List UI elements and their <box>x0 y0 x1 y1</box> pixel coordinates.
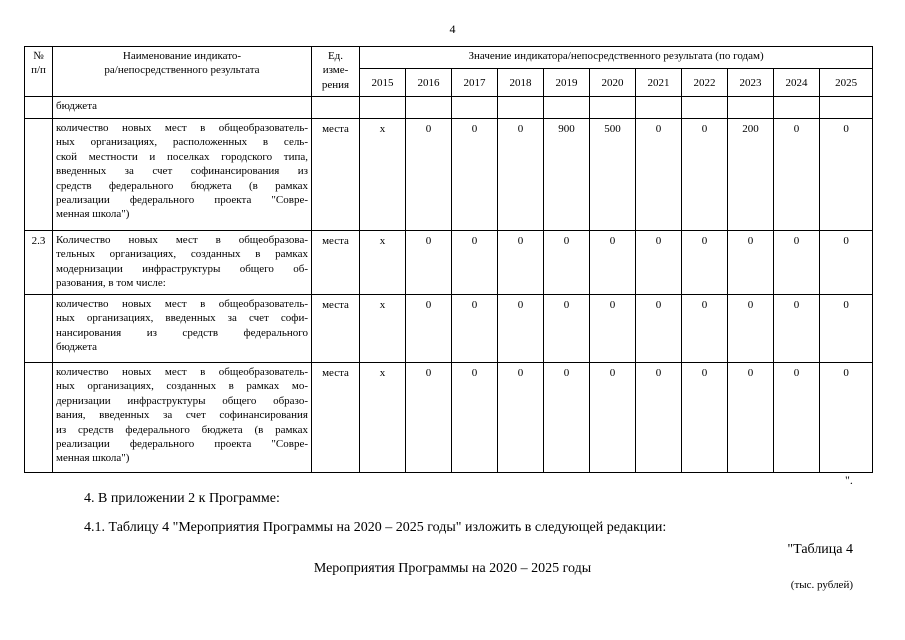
row-value: 0 <box>452 119 498 231</box>
row-unit: места <box>312 119 360 231</box>
row-value <box>590 97 636 119</box>
row-unit: места <box>312 231 360 295</box>
row-name-line: дернизации инфраструктуры общего образо- <box>56 394 308 407</box>
row-name-line: модернизации инфраструктуры общего об- <box>56 262 308 275</box>
row-value: 0 <box>406 119 452 231</box>
events-title: Мероприятия Программы на 2020 – 2025 годы <box>313 561 592 576</box>
row-value: 0 <box>820 119 873 231</box>
row-value: 0 <box>636 119 682 231</box>
table-row <box>25 97 873 119</box>
row-number <box>25 295 53 363</box>
row-name-line: количество новых мест в общеобразователь- <box>56 122 308 134</box>
row-value <box>774 97 820 119</box>
row-unit <box>312 97 360 119</box>
row-value: 0 <box>728 295 774 363</box>
row-name-line: из средств федерального бюджета (в рамках <box>56 423 308 436</box>
row-number <box>25 97 53 119</box>
table-row <box>25 295 873 363</box>
row-value: 0 <box>590 295 636 363</box>
row-value: 0 <box>498 119 544 231</box>
row-name <box>53 119 312 231</box>
row-number <box>25 363 53 473</box>
header-unit-line: Ед. <box>327 50 344 62</box>
row-name-line: Количество новых мест в общеобразова- <box>56 234 308 246</box>
row-name-line: средств федерального бюджета (в рамках <box>56 179 308 192</box>
header-name-line: ра/непосредственного результата <box>104 64 260 77</box>
row-value: 0 <box>774 119 820 231</box>
row-name <box>53 295 312 363</box>
header-unit <box>312 47 360 97</box>
row-name-line: вания, введенных за счет софинансирования <box>56 409 308 422</box>
header-year: 2021 <box>636 69 682 97</box>
row-name-line: ской местности и поселках городского типа, <box>56 150 308 163</box>
row-name-line: менная школа") <box>56 452 130 465</box>
row-value: 0 <box>590 363 636 473</box>
row-name-line: тельных организациях, созданных в рамках <box>56 248 308 261</box>
row-name-line: бюджета <box>56 100 98 112</box>
row-name-line: ных организациях, созданных в рамках мо- <box>56 380 308 393</box>
table-row <box>25 119 873 231</box>
row-value: 0 <box>544 363 590 473</box>
header-num-line: № <box>33 50 44 62</box>
header-year: 2019 <box>544 69 590 97</box>
row-value: 0 <box>452 363 498 473</box>
row-unit: места <box>312 363 360 473</box>
row-value: 900 <box>544 119 590 231</box>
row-name-line: количество новых мест в общеобразователь- <box>56 366 308 378</box>
units-note: (тыс. рублей) <box>790 579 853 591</box>
row-value <box>452 97 498 119</box>
row-name <box>53 363 312 473</box>
row-value <box>406 97 452 119</box>
page-number: 4 <box>449 22 456 36</box>
row-value: 0 <box>406 231 452 295</box>
row-number: 2.3 <box>25 231 53 295</box>
row-value: 0 <box>498 363 544 473</box>
row-value <box>682 97 728 119</box>
indicator-table <box>24 46 873 473</box>
row-value: 0 <box>820 295 873 363</box>
row-value: 0 <box>636 295 682 363</box>
header-num <box>25 47 53 97</box>
row-value <box>544 97 590 119</box>
row-value: 0 <box>406 295 452 363</box>
row-value: 0 <box>636 231 682 295</box>
row-value: 0 <box>820 231 873 295</box>
row-value <box>820 97 873 119</box>
row-unit: места <box>312 295 360 363</box>
row-value <box>498 97 544 119</box>
row-value: 0 <box>636 363 682 473</box>
row-value: 0 <box>498 231 544 295</box>
row-value: 0 <box>728 231 774 295</box>
closing-quote: ". <box>845 473 853 487</box>
row-value: 0 <box>682 363 728 473</box>
row-name <box>53 97 312 119</box>
row-value: 0 <box>774 363 820 473</box>
header-year: 2025 <box>820 69 873 97</box>
row-name-line: количество новых мест в общеобразователь- <box>56 298 308 310</box>
row-value: 200 <box>728 119 774 231</box>
header-values-group: Значение индикатора/непосредственного результата (по годам) <box>360 47 873 69</box>
row-value: 0 <box>820 363 873 473</box>
row-name-line: нансирования из средств федерального <box>56 326 308 339</box>
header-year: 2015 <box>360 69 406 97</box>
table-row <box>25 231 873 295</box>
row-value: 0 <box>728 363 774 473</box>
header-name <box>53 47 312 97</box>
row-number <box>25 119 53 231</box>
row-value: 0 <box>452 231 498 295</box>
row-value: 0 <box>498 295 544 363</box>
row-name-line: разования, в том числе: <box>56 277 166 290</box>
header-year: 2022 <box>682 69 728 97</box>
row-name-line: ных организациях, расположенных в сель- <box>56 136 308 149</box>
row-value: 500 <box>590 119 636 231</box>
row-value: 0 <box>452 295 498 363</box>
header-unit-line: изме- <box>322 64 349 77</box>
row-value: x <box>360 363 406 473</box>
row-value: 0 <box>682 231 728 295</box>
paragraph-table-edit: 4.1. Таблицу 4 "Мероприятия Программы на 2020 – 2025 годы" изложить в следующей редакции: <box>84 520 667 535</box>
row-name-line: менная школа") <box>56 208 130 221</box>
row-value: x <box>360 295 406 363</box>
row-value <box>360 97 406 119</box>
row-value: 0 <box>774 295 820 363</box>
row-name-line: введенных за счет софинансирования из <box>56 165 308 178</box>
row-value: 0 <box>544 295 590 363</box>
row-value: 0 <box>544 231 590 295</box>
row-value: 0 <box>682 295 728 363</box>
row-name-line: ных организациях, введенных за счет софи- <box>56 312 308 325</box>
row-value: 0 <box>590 231 636 295</box>
paragraph-appendix: 4. В приложении 2 к Программе: <box>84 491 280 506</box>
header-num-line: п/п <box>31 64 46 77</box>
header-year: 2023 <box>728 69 774 97</box>
row-value: 0 <box>682 119 728 231</box>
row-value: x <box>360 119 406 231</box>
header-unit-line: рения <box>321 78 350 91</box>
header-year: 2024 <box>774 69 820 97</box>
header-name-line: Наименование индикато- <box>122 50 242 62</box>
row-value <box>728 97 774 119</box>
header-year: 2018 <box>498 69 544 97</box>
row-value: x <box>360 231 406 295</box>
table-row <box>25 363 873 473</box>
header-year: 2020 <box>590 69 636 97</box>
row-value <box>636 97 682 119</box>
row-value: 0 <box>774 231 820 295</box>
row-name <box>53 231 312 295</box>
row-name-line: реализации федерального проекта "Совре- <box>56 194 308 207</box>
row-name-line: бюджета <box>56 341 98 354</box>
row-name-line: реализации федерального проекта "Совре- <box>56 438 308 451</box>
table-label: "Таблица 4 <box>787 542 853 557</box>
row-value: 0 <box>406 363 452 473</box>
header-year: 2016 <box>406 69 452 97</box>
header-year: 2017 <box>452 69 498 97</box>
